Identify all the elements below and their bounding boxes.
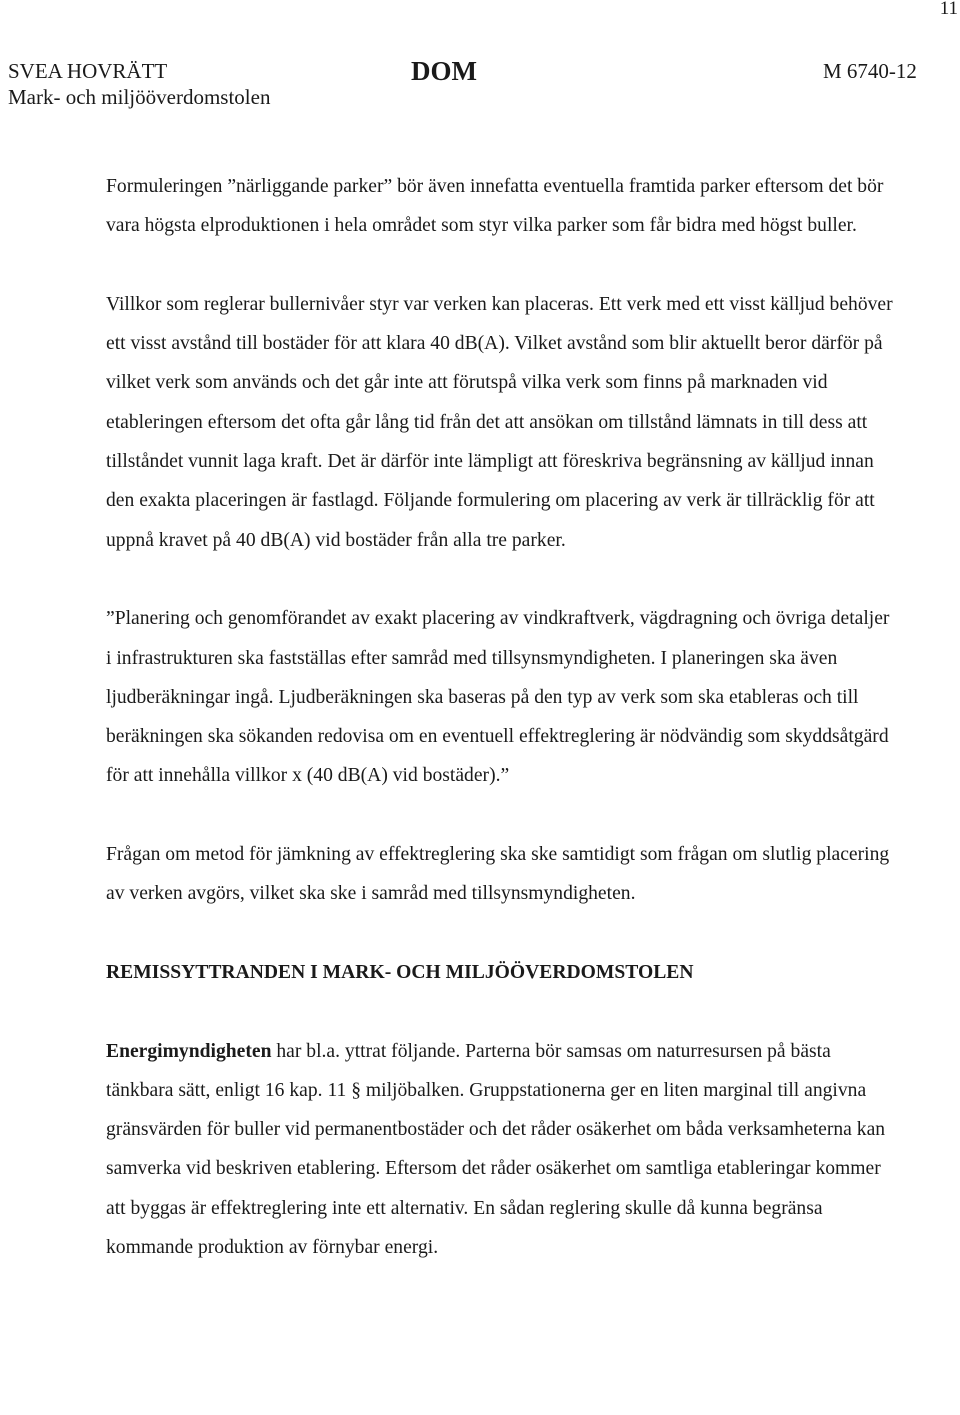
document-body bbox=[106, 167, 896, 1267]
section-heading: REMISSYTTRANDEN I MARK- OCH MILJÖÖVERDOMSTOLEN bbox=[106, 961, 694, 983]
paragraph-4: Frågan om metod för jämkning av effektreglering ska ske samtidigt som frågan om slutlig placering av verken avgörs, vilket ska ske i samråd med tillsynsmyndigheten. bbox=[106, 844, 890, 905]
court-division: Mark- och miljööverdomstolen bbox=[8, 85, 271, 109]
paragraph-2: Villkor som reglerar bullernivåer styr var verken kan placeras. Ett verk med ett visst källjud behöver ett visst avstånd till bostäder för att klara 40 dB(A). Vilket avstånd som blir aktuellt beror därför på vilket verk som används och det går inte att förutspå vilka verk som finns på marknaden vid etableringen eftersom det ofta går lång tid från det att ansökan om tillstånd lämnats in till dess att tillståndet vunnit laga kraft. Det är därför inte lämpligt att föreskriva begränsning av källjud innan den exakta placeringen är fastlagd. Följande formulering om placering av verk är tillräcklig för att uppnå kravet på 40 dB(A) vid bostäder från alla tre parker. bbox=[106, 293, 893, 551]
document-type: DOM bbox=[411, 56, 477, 86]
paragraph-1: Formuleringen ”närliggande parker” bör även innefatta eventuella framtida parker eftersom det bör vara högsta elproduktionen i hela området som styr vilka parker som får bidra med högst buller. bbox=[106, 176, 884, 237]
authority-name: Energimyndigheten bbox=[106, 1040, 272, 1062]
paragraph-3-quote: ”Planering och genomförandet av exakt placering av vindkraftverk, vägdragning och övriga detaljer i infrastrukturen ska fastställas efter samråd med tillsynsmyndigheten. I planeringen ska även ljudberäkningar ingå. Ljudberäkningen ska baseras på den typ av verk som ska etableras och till beräkningen ska sökanden redovisa om en eventuell effektreglering är nödvändig som skyddsåtgärd för att innehålla villkor x (40 dB(A) vid bostäder).” bbox=[106, 608, 890, 787]
page-number: 11 bbox=[939, 0, 958, 19]
paragraph-5-text: har bl.a. yttrat följande. Parterna bör samsas om naturresursen på bästa tänkbara sätt, enligt 16 kap. 11 § miljöbalken. Gruppstationerna ger en liten marginal till angivna gränsvärden för buller vid permanentbostäder och det råder osäkerhet om båda verksamheterna kan samverka vid beskriven etablering. Eftersom det råder osäkerhet om samtliga etableringar kommer att byggas är effektreglering inte ett alternativ. En sådan reglering skulle då kunna begränsa kommande produktion av förnybar energi. bbox=[106, 1040, 886, 1259]
court-name: SVEA HOVRÄTT bbox=[8, 59, 168, 83]
header-court-block bbox=[8, 58, 270, 110]
paragraph-5 bbox=[106, 1032, 896, 1268]
case-number: M 6740-12 bbox=[823, 59, 917, 83]
